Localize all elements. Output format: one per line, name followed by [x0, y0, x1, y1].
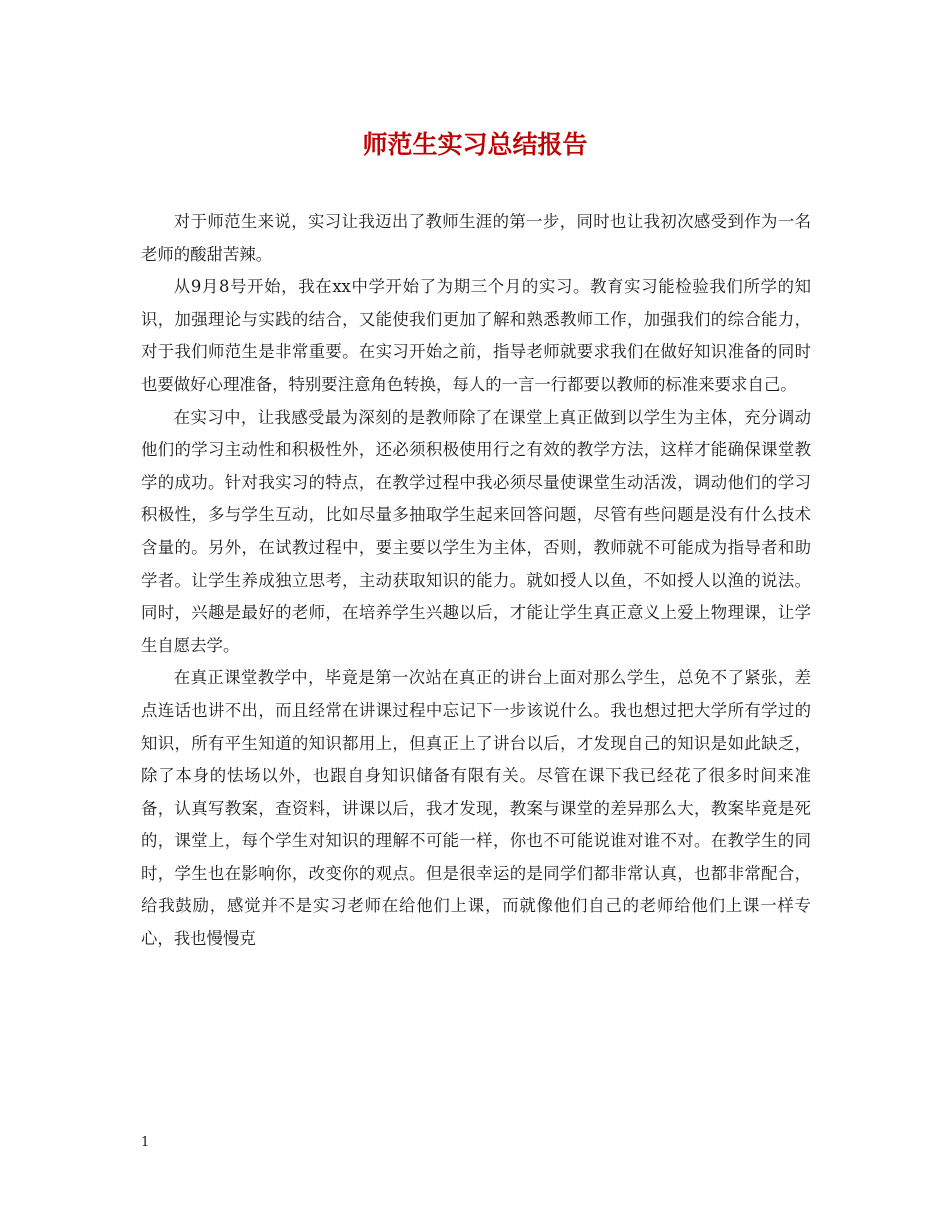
paragraph-2: 从9月8号开始，我在xx中学开始了为期三个月的实习。教育实习能检验我们所学的知识，加强理论与实践的结合，又能使我们更加了解和熟悉教师工作，加强我们的综合能力，对于我们师范生是非常重要。在实习开始之前，指导老师就要求我们在做好知识准备的同时也要做好心理准备，特别要注意角色转换，每人的一言一行都要以教师的标准来要求自己。 — [141, 277, 811, 394]
document-title: 师范生实习总结报告 — [362, 130, 588, 159]
paragraph-4: 在真正课堂教学中，毕竟是第一次站在真正的讲台上面对那么学生，总免不了紧张，差点连话也讲不出，而且经常在讲课过程中忘记下一步该说什么。我也想过把大学所有学过的知识，所有平生知道的知识都用上，但真正上了讲台以后，才发现自己的知识是如此缺乏，除了本身的怯场以外，也跟自身知识储备有限有关。尽管在课下我已经花了很多时间来准备，认真写教案，查资料，讲课以后，我才发现，教案与课堂的差异那么大，教案毕竟是死的，课堂上，每个学生对知识的理解不可能一样，你也不可能说谁对谁不对。在教学生的同时，学生也在影响你，改变你的观点。但是很幸运的是同学们都非常认真，也都非常配合，给我鼓励，感觉并不是实习老师在给他们上课，而就像他们自己的老师给他们上课一样专心，我也慢慢克 — [141, 668, 811, 949]
document-body — [141, 206, 811, 956]
paragraph-1: 对于师范生来说，实习让我迈出了教师生涯的第一步，同时也让我初次感受到作为一名老师的酸甜苦辣。 — [141, 212, 811, 264]
paragraph-3: 在实习中，让我感受最为深刻的是教师除了在课堂上真正做到以学生为主体，充分调动他们的学习主动性和积极性外，还必须积极使用行之有效的教学方法，这样才能确保课堂教学的成功。针对我实习的特点，在教学过程中我必须尽量使课堂生动活泼，调动他们的学习积极性，多与学生互动，比如尽量多抽取学生起来回答问题，尽管有些问题是没有什么技术含量的。另外，在试教过程中，要主要以学生为主体，否则，教师就不可能成为指导者和助学者。让学生养成独立思考，主动获取知识的能力。就如授人以鱼，不如授人以渔的说法。同时，兴趣是最好的老师，在培养学生兴趣以后，才能让学生真正意义上爱上物理课，让学生自愿去学。 — [141, 407, 811, 655]
page-number: 1 — [141, 1135, 150, 1150]
